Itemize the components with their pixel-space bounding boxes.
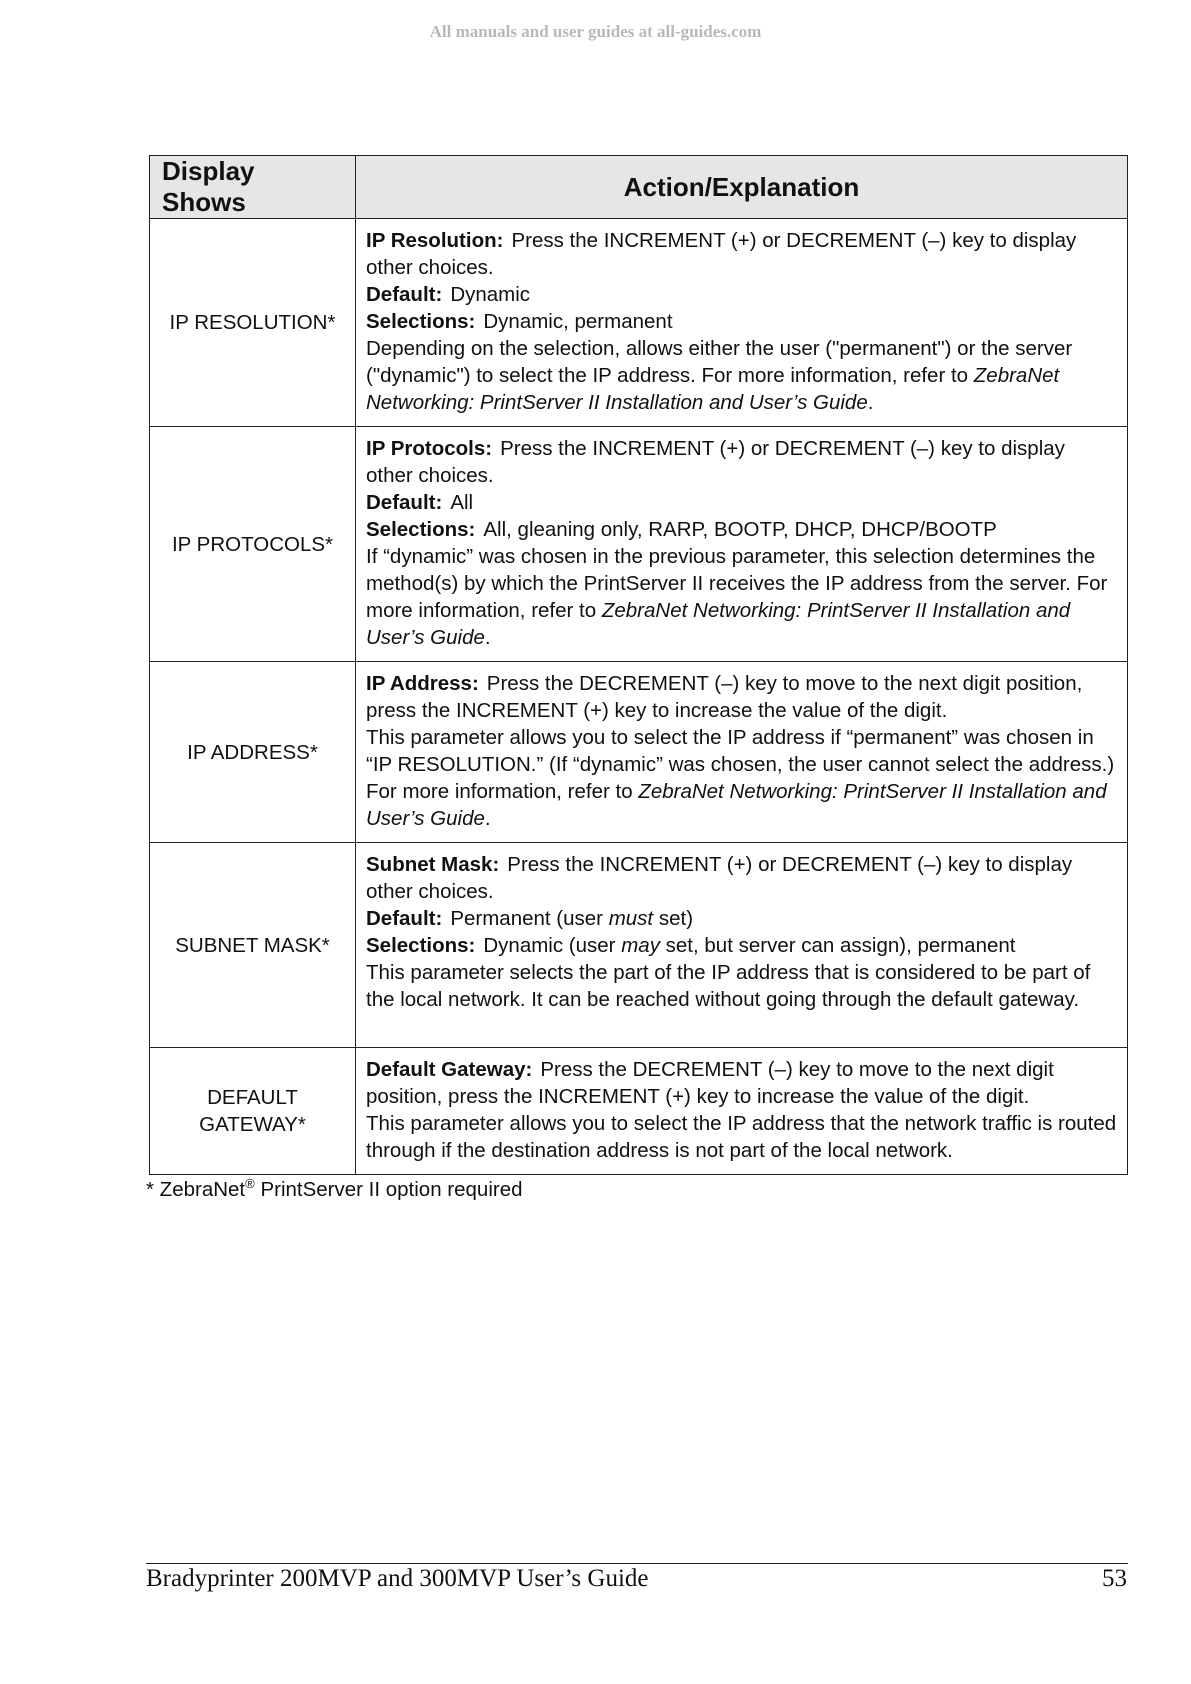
parameter-table — [149, 155, 1128, 1175]
explanation-cell — [356, 427, 1128, 662]
table-row — [150, 843, 1128, 1048]
display-line: GATEWAY* — [199, 1113, 306, 1136]
selections-label: Selections: — [366, 934, 476, 957]
table-header-row — [150, 156, 1128, 219]
watermark: All manuals and user guides at all-guides.com — [429, 22, 762, 41]
header-display-shows: Display Shows — [150, 156, 356, 219]
header-action-explanation: Action/Explanation — [356, 156, 1128, 219]
explanation-cell — [356, 1048, 1128, 1175]
selections-line — [366, 932, 1117, 959]
lead-label: IP Address: — [366, 672, 479, 695]
selections-text: Dynamic, permanent — [483, 310, 673, 333]
selections-line — [366, 308, 1117, 335]
default-line — [366, 489, 1117, 516]
guide-reference: ZebraNet Networking: PrintServer II Installation and User’s Guide — [366, 599, 1071, 649]
default-text-post: set) — [658, 907, 694, 930]
lead-line — [366, 670, 1117, 724]
selections-line — [366, 516, 1117, 543]
table-row — [150, 427, 1128, 662]
description-text: If “dynamic” was chosen in the previous parameter, this selection determines the method(s) by which the PrintServer II receives the IP address from the server. For more information, refer to — [366, 545, 1108, 622]
default-text-emphasis: must — [608, 907, 654, 930]
footnote-suffix: PrintServer II option required — [260, 1177, 523, 1201]
display-cell: SUBNET MASK* — [150, 843, 356, 1048]
selections-text-pre: Dynamic (user — [483, 934, 616, 957]
description — [366, 724, 1117, 832]
selections-label: Selections: — [366, 310, 476, 333]
guide-reference: ZebraNet Networking: PrintServer II Installation and User’s Guide — [366, 364, 1060, 414]
description — [366, 543, 1117, 651]
selections-text: All, gleaning only, RARP, BOOTP, DHCP, DHCP/BOOTP — [483, 518, 997, 541]
footer-title: Bradyprinter 200MVP and 300MVP User’s Guide — [146, 1565, 649, 1592]
description: This parameter allows you to select the IP address that the network traffic is routed through if the destination address is not part of the local network. — [366, 1112, 1117, 1162]
sentence-end: . — [484, 807, 491, 830]
guide-reference: ZebraNet Networking: PrintServer II Installation and User’s Guide — [366, 780, 1107, 830]
lead-label: Subnet Mask: — [366, 853, 500, 876]
lead-line — [366, 1056, 1117, 1110]
lead-text: Press the DECREMENT (–) key to move to the next digit position, press the INCREMENT (+) key to increase the value of the digit. — [366, 672, 1083, 722]
default-text: All — [450, 491, 474, 514]
lead-line — [366, 227, 1117, 281]
display-cell: IP ADDRESS* — [150, 662, 356, 843]
lead-line — [366, 851, 1117, 905]
table-row — [150, 219, 1128, 427]
lead-text: Press the DECREMENT (–) key to move to the next digit position, press the INCREMENT (+) key to increase the value of the digit. — [366, 1058, 1054, 1108]
default-label: Default: — [366, 283, 443, 306]
lead-label: Default Gateway: — [366, 1058, 533, 1081]
default-text-pre: Permanent (user — [450, 907, 603, 930]
lead-text: Press the INCREMENT (+) or DECREMENT (–) key to display other choices. — [366, 437, 1065, 487]
table-row — [150, 1048, 1128, 1175]
default-text: Dynamic — [450, 283, 531, 306]
display-line: DEFAULT — [207, 1086, 298, 1109]
display-cell — [150, 1048, 356, 1175]
description: This parameter selects the part of the IP address that is considered to be part of the local network. It can be reached without going through the default gateway. — [366, 961, 1091, 1011]
lead-line — [366, 435, 1117, 489]
registered-mark: ® — [245, 1176, 255, 1191]
description-text: This parameter allows you to select the IP address if “permanent” was chosen in “IP RESOLUTION.” (If “dynamic” was chosen, the user cannot select the address.) For more information, refer to — [366, 726, 1115, 803]
default-label: Default: — [366, 491, 443, 514]
footnote — [146, 1176, 523, 1202]
description-text: Depending on the selection, allows either the user ("permanent") or the server ("dynamic") to select the IP address. For more information, refer to — [366, 337, 1073, 387]
lead-text: Press the INCREMENT (+) or DECREMENT (–) key to display other choices. — [366, 853, 1073, 903]
sentence-end: . — [867, 391, 874, 414]
lead-label: IP Resolution: — [366, 229, 504, 252]
footnote-prefix: * ZebraNet — [146, 1177, 246, 1201]
lead-label: IP Protocols: — [366, 437, 493, 460]
display-cell: IP PROTOCOLS* — [150, 427, 356, 662]
explanation-cell — [356, 662, 1128, 843]
default-line — [366, 281, 1117, 308]
default-label: Default: — [366, 907, 443, 930]
display-cell: IP RESOLUTION* — [150, 219, 356, 427]
lead-text: Press the INCREMENT (+) or DECREMENT (–) key to display other choices. — [366, 229, 1077, 279]
description — [366, 335, 1117, 416]
explanation-cell — [356, 219, 1128, 427]
default-line — [366, 905, 1117, 932]
selections-text-emphasis: may — [621, 934, 660, 957]
sentence-end: . — [484, 626, 491, 649]
table-row — [150, 662, 1128, 843]
selections-text-post: set, but server can assign), permanent — [665, 934, 1016, 957]
footer-rule — [146, 1563, 1128, 1564]
explanation-cell — [356, 843, 1128, 1048]
page-number: 53 — [1102, 1565, 1127, 1592]
selections-label: Selections: — [366, 518, 476, 541]
